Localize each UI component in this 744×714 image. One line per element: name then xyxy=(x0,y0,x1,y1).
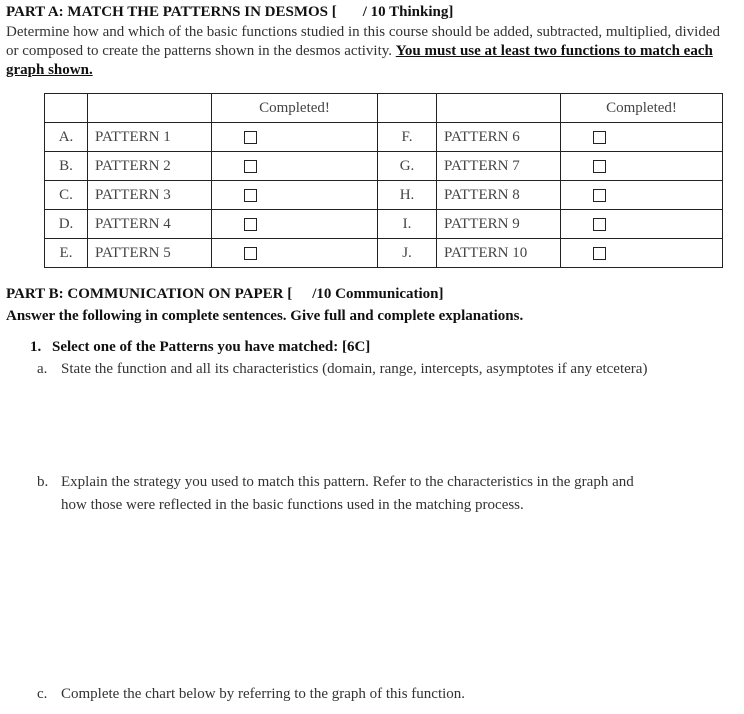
row-letter-right: G. xyxy=(378,152,437,181)
completed-cell-right xyxy=(561,181,723,210)
table-row xyxy=(45,123,723,152)
completed-checkbox[interactable] xyxy=(593,247,606,260)
header-blank-cell xyxy=(437,94,561,123)
header-blank-cell xyxy=(45,94,88,123)
completed-checkbox[interactable] xyxy=(244,247,257,260)
row-pattern-right: PATTERN 7 xyxy=(437,152,561,181)
row-pattern-right: PATTERN 6 xyxy=(437,123,561,152)
row-pattern-right: PATTERN 10 xyxy=(437,239,561,268)
row-letter-right: F. xyxy=(378,123,437,152)
question-1b xyxy=(37,471,697,517)
question-1b-label: b. xyxy=(37,474,49,490)
table-row xyxy=(45,152,723,181)
completed-cell-left xyxy=(212,239,378,268)
question-1c-label: c. xyxy=(37,686,48,702)
question-1a-label: a. xyxy=(37,361,48,377)
pattern-match-table xyxy=(44,93,723,268)
row-letter-right: J. xyxy=(378,239,437,268)
question-1b-text-line1: Explain the strategy you used to match this pattern. Refer to the characteristics in the graph and xyxy=(61,474,634,490)
row-pattern-left: PATTERN 4 xyxy=(88,210,212,239)
completed-checkbox[interactable] xyxy=(244,131,257,144)
completed-cell-left xyxy=(212,210,378,239)
completed-checkbox[interactable] xyxy=(593,189,606,202)
completed-cell-left xyxy=(212,181,378,210)
table-row xyxy=(45,239,723,268)
question-1c xyxy=(37,683,737,706)
question-1c-text: Complete the chart below by referring to the graph of this function. xyxy=(61,686,466,702)
part-b-title-suffix: /10 Communication] xyxy=(312,286,444,302)
question-1a xyxy=(37,358,737,381)
completed-cell-right xyxy=(561,152,723,181)
intro-emphasis: You must use at least two functions to match each graph shown. xyxy=(6,43,713,78)
part-b-title xyxy=(6,286,444,303)
completed-checkbox[interactable] xyxy=(244,189,257,202)
header-completed-left: Completed! xyxy=(212,94,378,123)
part-b-instructions: Answer the following in complete sentences. Give full and complete explanations. xyxy=(6,308,524,324)
header-blank-cell xyxy=(378,94,437,123)
row-pattern-right: PATTERN 9 xyxy=(437,210,561,239)
row-pattern-left: PATTERN 2 xyxy=(88,152,212,181)
intro-text: Determine how and which of the basic functions studied in this course should be added, subtracted, multiplied, divided or composed to create the patterns shown in the desmos activity. xyxy=(6,24,721,59)
part-b-title-prefix: PART B: COMMUNICATION ON PAPER [ xyxy=(6,286,293,302)
completed-cell-right xyxy=(561,239,723,268)
part-a-title-suffix: / 10 Thinking] xyxy=(362,4,454,20)
question-1-number: 1. xyxy=(30,339,42,355)
row-letter-left: B. xyxy=(45,152,88,181)
row-pattern-left: PATTERN 1 xyxy=(88,123,212,152)
table-header-row xyxy=(45,94,723,123)
part-a-intro xyxy=(6,23,726,80)
completed-checkbox[interactable] xyxy=(593,218,606,231)
table-row xyxy=(45,181,723,210)
completed-checkbox[interactable] xyxy=(244,218,257,231)
completed-checkbox[interactable] xyxy=(593,160,606,173)
header-blank-cell xyxy=(88,94,212,123)
completed-checkbox[interactable] xyxy=(244,160,257,173)
question-1 xyxy=(30,339,370,356)
table-row xyxy=(45,210,723,239)
row-letter-left: D. xyxy=(45,210,88,239)
row-letter-right: H. xyxy=(378,181,437,210)
row-pattern-right: PATTERN 8 xyxy=(437,181,561,210)
question-1b-text-line2: how those were reflected in the basic functions used in the matching process. xyxy=(61,497,524,513)
row-letter-right: I. xyxy=(378,210,437,239)
completed-cell-right xyxy=(561,210,723,239)
completed-cell-left xyxy=(212,152,378,181)
question-1a-text: State the function and all its characteristics (domain, range, intercepts, asymptotes if any etcetera) xyxy=(61,361,648,377)
question-1-text: Select one of the Patterns you have matched: [6C] xyxy=(52,339,371,355)
row-letter-left: E. xyxy=(45,239,88,268)
completed-cell-right xyxy=(561,123,723,152)
completed-cell-left xyxy=(212,123,378,152)
header-completed-right: Completed! xyxy=(561,94,723,123)
row-letter-left: A. xyxy=(45,123,88,152)
completed-checkbox[interactable] xyxy=(593,131,606,144)
part-a-title-prefix: PART A: MATCH THE PATTERNS IN DESMOS [ xyxy=(6,4,337,20)
row-pattern-left: PATTERN 3 xyxy=(88,181,212,210)
row-pattern-left: PATTERN 5 xyxy=(88,239,212,268)
part-a-title xyxy=(6,4,453,21)
row-letter-left: C. xyxy=(45,181,88,210)
